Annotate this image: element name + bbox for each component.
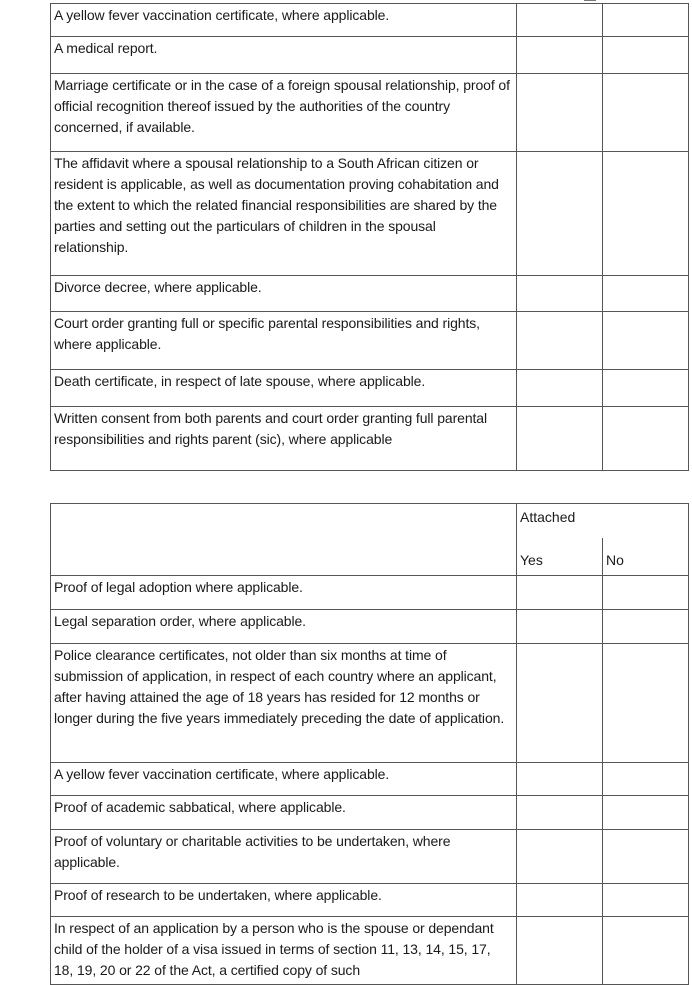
- requirement-text: Marriage certificate or in the case of a foreign spousal relationship, proof of official recognition thereof issued by the authorities of the country concerned, if available.: [54, 77, 510, 135]
- yes-checkbox-cell[interactable]: [517, 312, 603, 370]
- table-row: [51, 37, 689, 74]
- no-checkbox-cell[interactable]: [603, 4, 689, 37]
- no-checkbox-cell[interactable]: [603, 610, 689, 644]
- checklist-table-1: [50, 3, 689, 471]
- requirement-text: A yellow fever vaccination certificate, where applicable.: [54, 7, 390, 23]
- requirement-text: Proof of academic sabbatical, where applicable.: [54, 799, 346, 815]
- no-checkbox-cell[interactable]: [603, 830, 689, 884]
- table-row: [51, 276, 689, 312]
- table-row: [51, 407, 689, 471]
- no-checkbox-cell[interactable]: [603, 796, 689, 830]
- no-checkbox-cell[interactable]: [603, 884, 689, 917]
- requirement-cell: [51, 74, 517, 152]
- requirement-cell: [51, 796, 517, 830]
- requirement-cell: [51, 407, 517, 471]
- yes-checkbox-cell[interactable]: [517, 276, 603, 312]
- no-checkbox-cell[interactable]: [603, 37, 689, 74]
- no-checkbox-cell[interactable]: [603, 152, 689, 276]
- yes-checkbox-cell[interactable]: [517, 644, 603, 763]
- requirement-cell: [51, 370, 517, 407]
- yes-checkbox-cell[interactable]: [517, 763, 603, 796]
- no-checkbox-cell[interactable]: [603, 407, 689, 471]
- requirement-text: Court order granting full or specific parental responsibilities and rights, where applicable.: [54, 315, 480, 352]
- table-row: [51, 370, 689, 407]
- no-checkbox-cell[interactable]: [603, 576, 689, 610]
- yes-checkbox-cell[interactable]: [517, 370, 603, 407]
- yes-checkbox-cell[interactable]: [517, 407, 603, 471]
- table-row: [51, 152, 689, 276]
- requirement-text: Police clearance certificates, not older than six months at time of submission of application, in respect of each country where an applicant, after having attained the age of 18 years has resided for 12 months or longer during the five years immediately preceding the date of application.: [54, 647, 505, 726]
- yes-checkbox-cell[interactable]: [517, 830, 603, 884]
- requirement-cell: [51, 276, 517, 312]
- requirement-cell: [51, 917, 517, 985]
- no-checkbox-cell[interactable]: [603, 917, 689, 985]
- yes-checkbox-cell[interactable]: [517, 610, 603, 644]
- yes-checkbox-cell[interactable]: [517, 884, 603, 917]
- requirement-text: Legal separation order, where applicable.: [54, 613, 306, 629]
- yes-checkbox-cell[interactable]: [517, 152, 603, 276]
- requirement-text: Written consent from both parents and court order granting full parental responsibilities and rights parent (sic), where applicable: [54, 410, 488, 447]
- table-row: [51, 917, 689, 985]
- requirement-text: Proof of voluntary or charitable activities to be undertaken, where applicable.: [54, 833, 451, 870]
- header-blank-cell: [51, 504, 517, 576]
- no-checkbox-cell[interactable]: [603, 644, 689, 763]
- table-row: [51, 796, 689, 830]
- requirement-cell: [51, 763, 517, 796]
- no-checkbox-cell[interactable]: [603, 74, 689, 152]
- table-row: [51, 830, 689, 884]
- requirement-text: Proof of research to be undertaken, where applicable.: [54, 887, 382, 903]
- header-row: [51, 504, 689, 538]
- attached-label: Attached: [520, 509, 576, 525]
- table-row: [51, 576, 689, 610]
- requirement-text: Proof of legal adoption where applicable.: [54, 579, 303, 595]
- requirement-cell: [51, 644, 517, 763]
- no-header: [603, 538, 689, 576]
- requirement-cell: [51, 152, 517, 276]
- requirement-text: A medical report.: [54, 40, 158, 56]
- yes-checkbox-cell[interactable]: [517, 74, 603, 152]
- table-row: [51, 610, 689, 644]
- yes-header: [517, 538, 603, 576]
- requirement-text: In respect of an application by a person who is the spouse or dependant child of the holder of a visa issued in terms of section 11, 13, 14, 15, 17, 18, 19, 20 or 22 of the Act, a certified copy of such: [54, 920, 494, 978]
- attached-header: [517, 504, 689, 538]
- no-checkbox-cell[interactable]: [603, 312, 689, 370]
- requirement-text: The affidavit where a spousal relationship to a South African citizen or resident is applicable, as well as documentation proving cohabitation and the extent to which the related financial responsibilities are shared by the parties and setting out the particulars of children in the spousal relationship.: [54, 155, 499, 255]
- requirement-cell: [51, 884, 517, 917]
- requirement-text: Divorce decree, where applicable.: [54, 279, 262, 295]
- table-row: [51, 644, 689, 763]
- requirement-text: A yellow fever vaccination certificate, where applicable.: [54, 766, 390, 782]
- yes-checkbox-cell[interactable]: [517, 37, 603, 74]
- yes-checkbox-cell[interactable]: [517, 796, 603, 830]
- yes-label: Yes: [520, 551, 543, 568]
- table-row: [51, 763, 689, 796]
- no-checkbox-cell[interactable]: [603, 276, 689, 312]
- no-checkbox-cell[interactable]: [603, 763, 689, 796]
- yes-checkbox-cell[interactable]: [517, 917, 603, 985]
- no-checkbox-cell[interactable]: [603, 370, 689, 407]
- yes-checkbox-cell[interactable]: [517, 576, 603, 610]
- requirement-cell: [51, 37, 517, 74]
- requirement-text: Death certificate, in respect of late spouse, where applicable.: [54, 373, 426, 389]
- yes-checkbox-cell[interactable]: [517, 4, 603, 37]
- no-label: No: [606, 551, 624, 568]
- requirement-cell: [51, 830, 517, 884]
- table-row: [51, 312, 689, 370]
- table-row: [51, 74, 689, 152]
- checklist-table-2: [50, 503, 689, 985]
- requirement-cell: [51, 4, 517, 37]
- requirement-cell: [51, 576, 517, 610]
- scan-mark: [584, 0, 596, 1]
- table-row: [51, 4, 689, 37]
- requirement-cell: [51, 610, 517, 644]
- requirement-cell: [51, 312, 517, 370]
- table-row: [51, 884, 689, 917]
